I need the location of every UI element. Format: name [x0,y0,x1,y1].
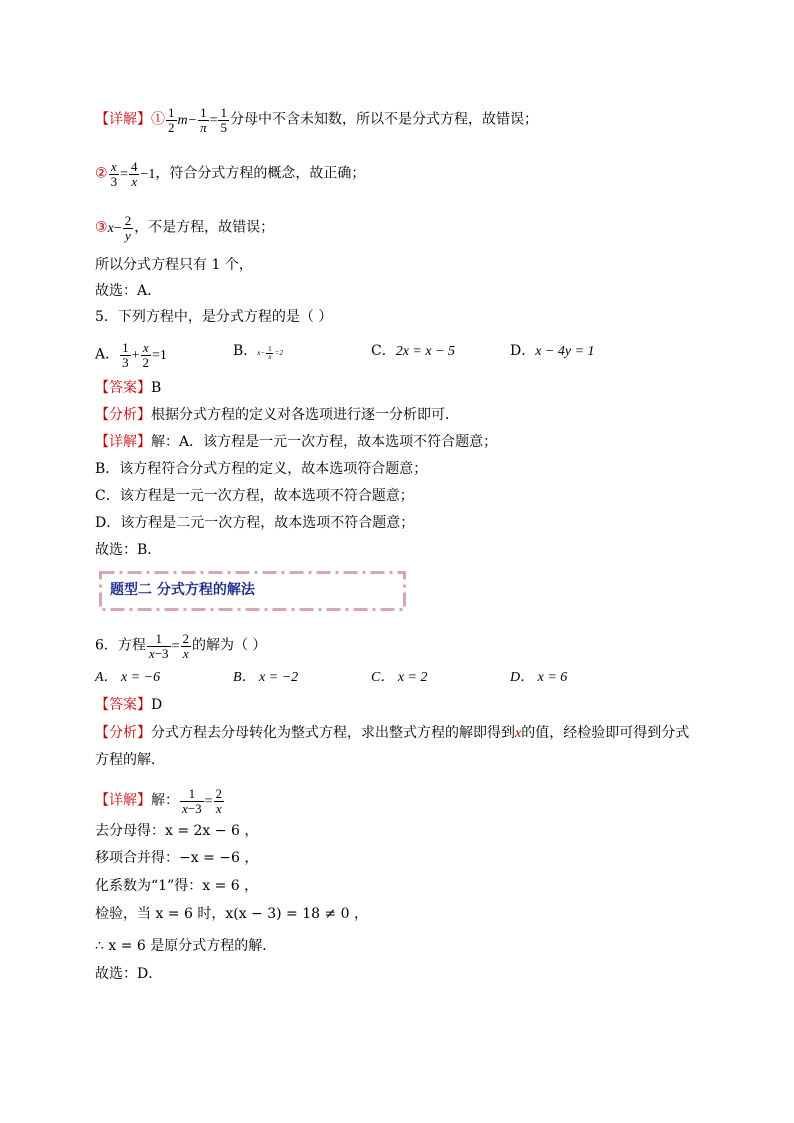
q6-analysis: 【分析】分式方程去分母转化为整式方程，求出整式方程的解即得到x的值，经检验即可得到分式 [95,725,690,741]
section-title: 题型二 分式方程的解法 [110,582,255,598]
q6-analysis-cont: 方程的解． [95,752,165,768]
q5-option-d: D．x − 4y = 1 [510,343,595,359]
q5-option-a: A． $\frac{1}{3}$ + $\frac{x}{2}$ =1 [95,340,167,370]
item-number: ③ [95,219,108,236]
q6-step-2: 移项合并得：−x = −6 ， [95,850,259,866]
detail-line-2 [95,160,365,189]
detail-line-3 [95,214,274,243]
detail-text: ，不是方程，故错误； [134,219,275,236]
q6-equation: $\frac{1}{x-3}$ = $\frac{2}{x}$ [148,631,189,661]
q5-choose: 故选：B． [95,542,162,558]
q6-option-b: B． x = −2 [233,670,299,685]
q6-option-c: C． x = 2 [371,670,428,685]
expression-3: x− $\frac{2}{y}$ [107,213,132,243]
q6-option-a: A． x = −6 [95,670,161,685]
q6-step-1: 去分母得：x = 2x − 6 ， [95,823,259,839]
q6-option-d: D． x = 6 [510,670,568,685]
detail-tag: 【详解】 [95,111,151,128]
q6-step-5: ∴ x = 6 是原分式方程的解． [95,938,277,954]
item-number: ① [151,111,165,128]
item-number: ② [95,165,108,182]
q6-step-3: 化系数为“1”得：x = 6 ， [95,878,259,894]
q5-detail-d: D．该方程是二元一次方程，故本选项不符合题意； [95,515,415,531]
detail-text: ，符合分式方程的概念，故正确； [155,165,366,182]
q6-detail-equation: $\frac{1}{x-3}$ = $\frac{2}{x}$ [182,786,223,816]
q6-detail: 【详解】解： $\frac{1}{x-3}$ = $\frac{2}{x}$ [95,787,225,816]
q5-option-b-expr: x− $\frac{1}{x}$ =2 [257,344,283,361]
q5-detail-c: C．该方程是一元一次方程，故本选项不符合题意； [95,488,414,504]
summary-line: 所以分式方程只有 1 个， [95,257,253,273]
q5-option-c: C．2x = x − 5 [371,343,456,359]
q6-choose: 故选：D． [95,966,163,982]
q5-answer: 【答案】B [95,380,162,396]
q6-step-4: 检验，当 x = 6 时，x(x − 3) = 18 ≠ 0 ， [95,906,369,922]
q5-detail-b: B．该方程符合分式方程的定义，故本选项符合题意； [95,461,428,477]
equation-2: $\frac{x}{3}$ = $\frac{4}{x}$ −1 [110,159,156,189]
q5-option-b: B．x− $\frac{1}{x}$ =2 [233,343,283,361]
q6-answer: 【答案】D [95,697,163,713]
choose-line: 故选：A． [95,283,162,299]
detail-line-1 [95,106,538,135]
q5-analysis: 【分析】根据分式方程的定义对各选项进行逐一分析即可． [95,407,459,423]
question-5-stem: 5．下列方程中，是分式方程的是（ ） [95,309,333,325]
equation-1: $\frac{1}{2}$ m− $\frac{1}{\pi}$ = $\frac{1}{5}$ [168,105,227,135]
q5-detail-a: 【详解】解：A．该方程是一元一次方程，故本选项不符合题意； [95,434,498,450]
q5-option-a-expr: $\frac{1}{3}$ + $\frac{x}{2}$ =1 [122,340,167,370]
detail-text: 分母中不含未知数，所以不是分式方程，故错误； [229,111,538,128]
question-6-stem: 6．方程 $\frac{1}{x-3}$ = $\frac{2}{x}$ 的解为（ ） [95,631,267,661]
